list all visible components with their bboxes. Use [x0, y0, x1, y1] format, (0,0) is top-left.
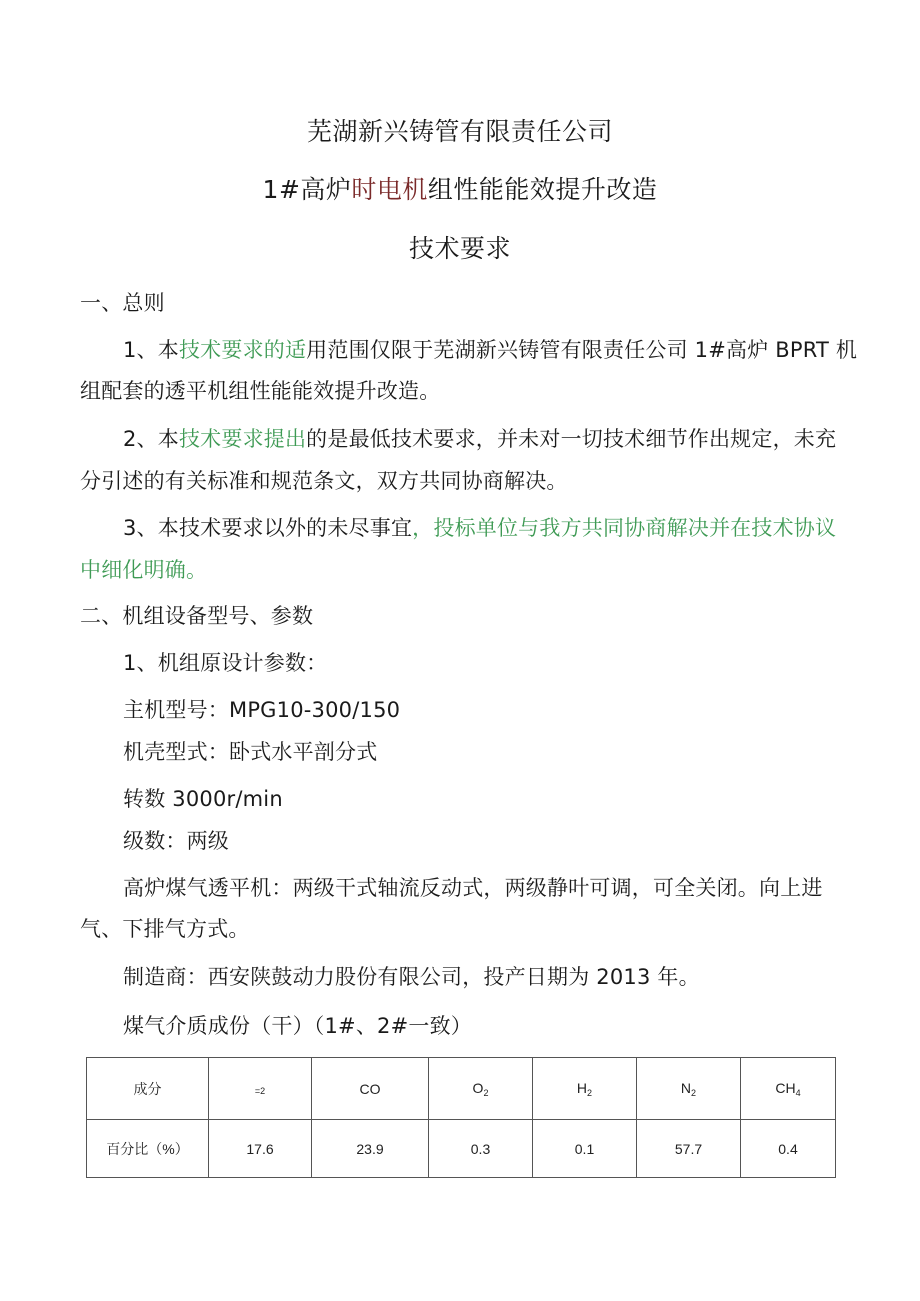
- casing-type: 机壳型式：卧式水平剖分式: [123, 740, 378, 764]
- value-ch4: 0.4: [741, 1120, 836, 1178]
- o2-base: O: [472, 1079, 484, 1096]
- section-2-heading: 二、机组设备型号、参数: [80, 604, 314, 628]
- n2-base: N: [680, 1079, 692, 1096]
- project-title-part-a: 1#高炉: [262, 175, 352, 204]
- ch4-sub: 4: [795, 1087, 801, 1098]
- header-ch4: [741, 1058, 836, 1120]
- p2-rest: 的是最低技术要求，并未对一切技术细节作出规定，未充: [306, 427, 837, 451]
- value-n2: 57.7: [637, 1120, 741, 1178]
- table-header-row: [87, 1058, 836, 1120]
- design-params-heading: 1、机组原设计参数：: [123, 651, 328, 675]
- o2-sub: 2: [483, 1087, 489, 1098]
- h2-sub: 2: [587, 1087, 593, 1098]
- header-co2: [209, 1058, 312, 1120]
- table-row: [87, 1120, 836, 1178]
- project-title-part-b: 时电机: [351, 175, 428, 204]
- main-model: 主机型号：MPG10-300/150: [123, 698, 401, 722]
- value-co: 23.9: [312, 1120, 429, 1178]
- paragraph-3-line-1: [123, 513, 836, 543]
- paragraph-1-line-1: [123, 335, 857, 365]
- value-o2: 0.3: [429, 1120, 533, 1178]
- gas-composition-table: [86, 1057, 836, 1178]
- ch4-base: CH: [775, 1079, 796, 1096]
- p3-highlight: ，投标单位与我方共同协商解决并在技术协议: [412, 516, 837, 540]
- row-label-percent: 百分比（%）: [87, 1120, 209, 1178]
- value-co2: 17.6: [209, 1120, 312, 1178]
- p3-prefix: 3、本技术要求以外的未尽事宜: [123, 516, 413, 540]
- paragraph-1-line-2: 组配套的透平机组性能能效提升改造。: [80, 379, 441, 403]
- company-name: 芜湖新兴铸管有限责任公司: [306, 117, 613, 146]
- p1-rest: 用范围仅限于芜湖新兴铸管有限责任公司 1#高炉 BPRT 机: [306, 338, 858, 362]
- header-o2: [429, 1058, 533, 1120]
- turbine-description-line-2: 气、下排气方式。: [80, 917, 250, 941]
- turbine-description-line-1: 高炉煤气透平机：两级干式轴流反动式，两级静叶可调，可全关闭。向上进: [123, 876, 823, 900]
- rotation-speed: 转数 3000r/min: [123, 787, 283, 811]
- p1-highlight: 技术要求的适: [178, 338, 307, 362]
- header-co: CO: [312, 1058, 429, 1120]
- manufacturer: 制造商：西安陕鼓动力股份有限公司，投产日期为 2013 年。: [123, 965, 700, 989]
- value-h2: 0.1: [533, 1120, 637, 1178]
- document-title: 技术要求: [408, 234, 511, 263]
- project-title: [0, 173, 920, 207]
- section-1-heading: 一、总则: [80, 291, 165, 315]
- paragraph-2-line-1: [123, 424, 836, 454]
- p1-prefix: 1、本: [123, 338, 179, 362]
- header-h2: [533, 1058, 637, 1120]
- paragraph-3-line-2: 中细化明确。: [80, 558, 208, 582]
- project-title-part-c: 组性能能效提升改造: [427, 175, 658, 204]
- n2-sub: 2: [691, 1087, 697, 1098]
- paragraph-2-line-2: 分引述的有关标准和规范条文，双方共同协商解决。: [80, 469, 568, 493]
- stage-count: 级数：两级: [123, 829, 229, 853]
- header-co2-label: =2: [254, 1085, 266, 1096]
- header-n2: [637, 1058, 741, 1120]
- h2-base: H: [576, 1079, 588, 1096]
- p2-highlight: 技术要求提出: [178, 427, 307, 451]
- gas-composition-title: 煤气介质成份（干）（1#、2#一致）: [123, 1014, 473, 1038]
- p2-prefix: 2、本: [123, 427, 179, 451]
- header-component: 成分: [87, 1058, 209, 1120]
